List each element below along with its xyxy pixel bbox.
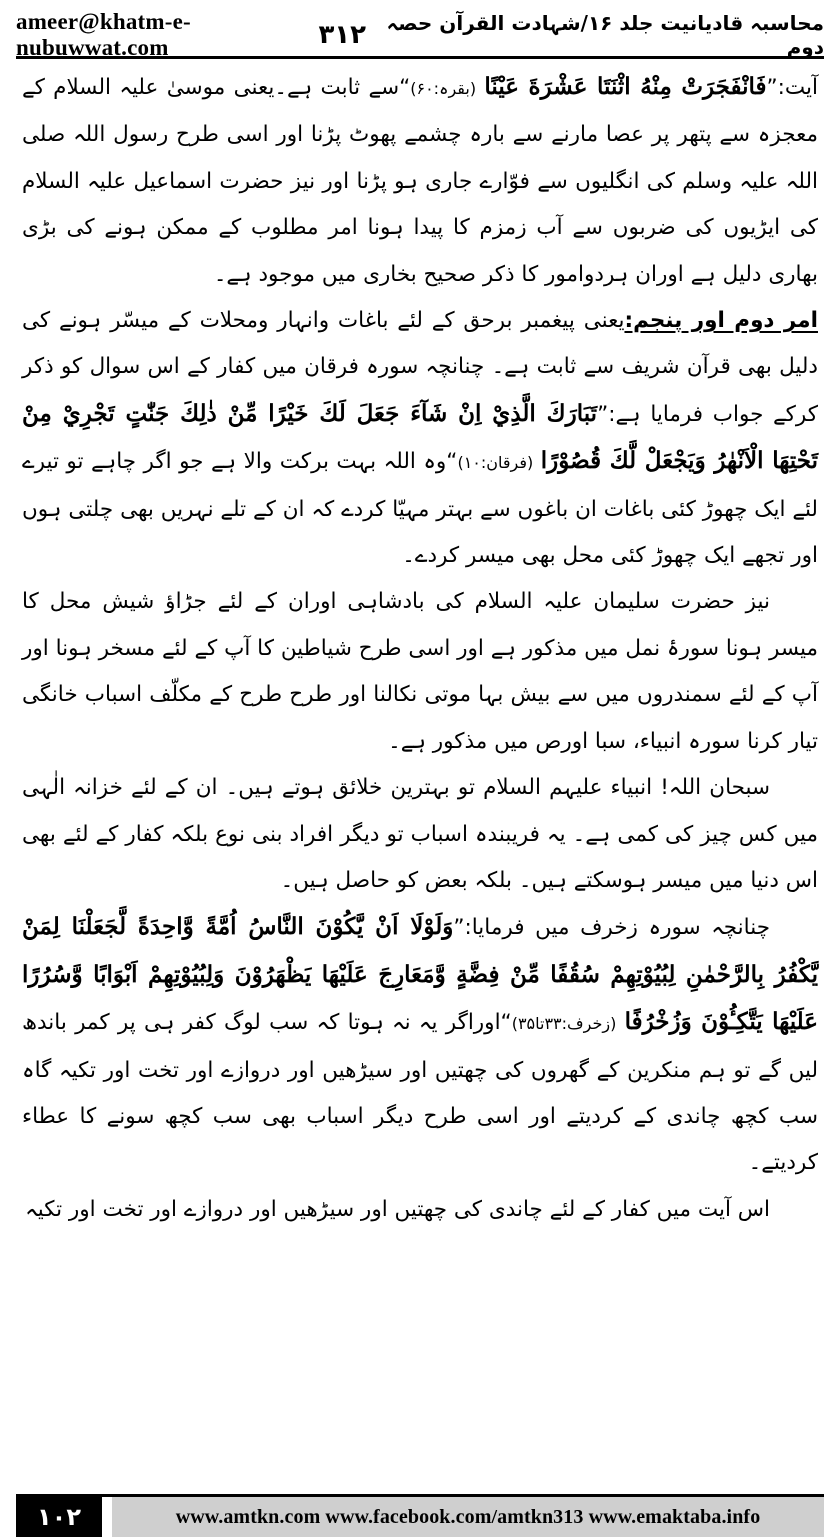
body-text — [22, 64, 818, 1470]
paragraph-1 — [22, 64, 818, 298]
header-email: ameer@khatm-e-nubuwwat.com — [16, 9, 191, 60]
header-page-number: ۳۱۲ — [318, 20, 367, 50]
p2-text-1: یعنی پیغمبر برحق کے لئے باغات وانہار ومحلات کے میسّر ہونے کی دلیل بھی قرآن شریف سے ثابت ہے۔ چنانچہ سورہ فرقان میں کفار کے اس سوال کو ذکر کرکے جواب فرمایا ہے:” — [22, 308, 818, 427]
paragraph-5 — [22, 904, 818, 1186]
quran-verse-baqarah: فَانْفَجَرَتْ مِنْهُ اثْنَتَا عَشْرَةَ عَيْنًا — [484, 73, 767, 100]
page-header — [16, 9, 824, 60]
header-rule — [16, 56, 824, 59]
verse-reference: (بقرہ:۶۰) — [410, 79, 477, 98]
p1-lead: آیت:” — [766, 75, 818, 100]
p1-text: “سے ثابت ہے۔یعنی موسیٰ علیہ السلام کے معجزہ سے پتھر پر عصا مارنے سے بارہ چشمے پھوٹ پڑنا اور اسی طرح رسول اللہ صلی اللہ علیہ وسلم کی انگلیوں سے فوّارے جاری ہو پڑنا اور نیز حضرت اسماعیل علیہ السلام کی ایڑیوں کی ضربوں سے آب زمزم کا پیدا ہونا امر مطلوب کے ممکن ہونے کی بڑی بھاری دلیل ہے اوران ہردوامور کا ذکر صحیح بخاری میں موجود ہے۔ — [22, 75, 818, 287]
book-title: محاسبہ قادیانیت جلد ۱۶/شہادت القرآن حصہ دوم — [386, 11, 824, 59]
paragraph-2 — [22, 298, 818, 579]
quran-verse-furqan: تَبَارَكَ الَّذِيْ اِنْ شَآءَ جَعَلَ لَكَ خَيْرًا مِّنْ ذٰلِكَ جَنّٰتٍ تَجْرِيْ مِنْ تَحْتِهَا الْاَنْهٰرُ وَيَجْعَلْ لَّكَ قُصُوْرًا — [22, 399, 818, 475]
p5-text: “اوراگر یہ نہ ہوتا کہ سب لوگ کفر ہی پر کمر باندھ لیں گے تو ہم منکرین کے گھروں کی چھتیں اور سیڑھیں اور دروازے اور تخت اور تکیہ گاہ سب کچھ چاندی کے کردیتے اور اسی طرح دیگر اسباب بھی سب کچھ سونے کا عطاء کردیتے۔ — [22, 1010, 818, 1176]
paragraph-6: اس آیت میں کفار کے لئے چاندی کی چھتیں اور سیڑھیں اور دروازے اور تخت اور تکیہ — [25, 1196, 770, 1222]
p2-text-2: “وہ اللہ بہت برکت والا ہے جو اگر چاہے تو تیرے لئے ایک چھوڑ کئی باغات ان باغوں سے بہتر مہیّا کردے کہ ان کے تلے نہریں بھی چلتی ہوں اور تجھے ایک چھوڑ کئی محل بھی میسر کردے۔ — [22, 449, 818, 569]
quran-verse-zukhruf: وَلَوْلَا اَنْ يَّكُوْنَ النَّاسُ اُمَّةً وَّاحِدَةً لَّجَعَلْنَا لِمَنْ يَّكْفُرُ بِالرَّحْمٰنِ لِبُيُوْتِهِمْ سُقُفًا مِّنْ فِضَّةٍ وَّمَعَارِجَ عَلَيْهَا يَظْهَرُوْنَ وَلِبُيُوْتِهِمْ اَبْوَابًا وَّسُرُرًا عَلَيْهَا يَتَّكِـُٔوْنَ وَزُخْرُفًا — [22, 913, 818, 1036]
verse-reference: (زخرف:۳۳تا۳۵) — [511, 1014, 617, 1034]
section-heading: امر دوم اور پنجم: — [624, 308, 818, 334]
footer-website-links: www.amtkn.com www.facebook.com/amtkn313 www.emaktaba.info — [112, 1497, 824, 1537]
verse-reference: (فرقان:۱۰) — [457, 453, 534, 473]
paragraph-3: نیز حضرت سلیمان علیہ السلام کی بادشاہی اوران کے لئے جڑاؤ شیش محل کا میسر ہونا سورۂ نمل میں مذکور ہے اور اسی طرح شیاطین کا آپ کے لئے مسخر ہونا اور آپ کے لئے سمندروں میں سے بیش بہا موتی نکالنا اور طرح طرح کے مکلّف اسباب خانگی تیار کرنا سورہ انبیاء، سبا اورص میں مذکور ہے۔ — [22, 589, 818, 754]
p5-lead: چنانچہ سورہ زخرف میں فرمایا:” — [453, 915, 770, 941]
header-title-group — [318, 11, 824, 59]
footer-page-number: ۱۰۲ — [16, 1497, 102, 1537]
paragraph-4: سبحان اللہ! انبیاء علیہم السلام تو بہترین خلائق ہوتے ہیں۔ ان کے لئے خزانہ الٰہی میں کس چیز کی کمی ہے۔ یہ فریبندہ اسباب تو دیگر افراد بنی نوع بلکہ کفار کے لئے بھی اس دنیا میں میسر ہوسکتے ہیں۔ بلکہ بعض کو حاصل ہیں۔ — [22, 775, 818, 893]
page-footer — [16, 1494, 824, 1537]
